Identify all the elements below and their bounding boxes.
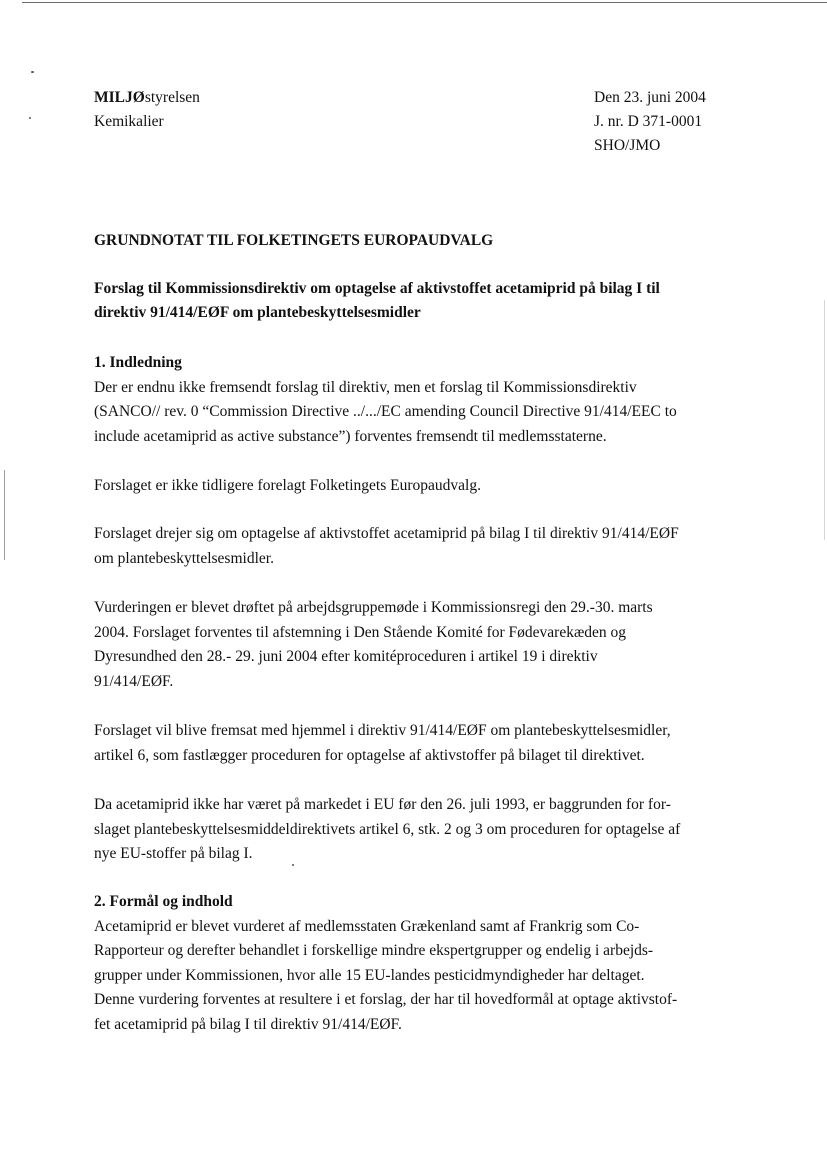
scan-left-edge: [4, 470, 5, 560]
document-subject: [94, 277, 744, 325]
subject-line: Forslag til Kommissionsdirektiv om optagelse af aktivstoffet acetamiprid på bilag I til: [94, 280, 660, 297]
organization-name-bold: MILJØ: [94, 89, 145, 106]
text-line: om plantebeskyttelsesmidler.: [94, 549, 274, 567]
scan-top-edge: [22, 2, 827, 3]
document-date: Den 23. juni 2004: [594, 89, 706, 106]
section-purpose-and-content: [94, 890, 744, 1037]
paragraph: [94, 793, 744, 867]
subject-line: direktiv 91/414/EØF om plantebeskyttelsesmidler: [94, 304, 421, 321]
section-title: 1. Indledning: [94, 354, 182, 371]
text-line: Vurderingen er blevet drøftet på arbejdsgruppemøde i Kommissionsregi den 29.-30. marts: [94, 599, 653, 616]
text-line: artikel 6, som fastlægger proceduren for optagelse af aktivstoffer på bilaget til direktivet.: [94, 746, 645, 764]
text-line: Da acetamiprid ikke har været på markedet i EU før den 26. juli 1993, er baggrunden for for-: [94, 796, 671, 813]
paragraph: [94, 915, 744, 1038]
text-line: include acetamiprid as active substance”) forventes fremsendt til medlemsstaterne.: [94, 427, 607, 445]
document-meta: [594, 86, 706, 158]
section-introduction: [94, 351, 744, 449]
scan-speck: [29, 117, 31, 119]
paragraph: [94, 376, 744, 450]
journal-number: J. nr. D 371-0001: [594, 113, 703, 130]
paragraph: [94, 474, 744, 499]
text-line: Forslaget vil blive fremsat med hjemmel i direktiv 91/414/EØF om plantebeskyttelsesmidler,: [94, 722, 671, 739]
text-line: Acetamiprid er blevet vurderet af medlemsstaten Grækenland samt af Frankrig som Co-: [94, 917, 640, 935]
text-line: Forslaget er ikke tidligere forelagt Folketingets Europaudvalg.: [94, 477, 481, 494]
organization-name: [94, 86, 200, 110]
paragraph: [94, 719, 744, 768]
document-heading: GRUNDNOTAT TIL FOLKETINGETS EUROPAUDVALG: [94, 232, 494, 249]
text-line: Der er endnu ikke fremsendt forslag til direktiv, men et forslag til Kommissionsdirektiv: [94, 378, 637, 396]
text-line: Forslaget drejer sig om optagelse af aktivstoffet acetamiprid på bilag I til direktiv 91/414/EØF: [94, 525, 679, 542]
text-line: 91/414/EØF.: [94, 672, 174, 690]
text-line: 2004. Forslaget forventes til afstemning i Den Stående Komité for Fødevarekæden og: [94, 623, 627, 641]
text-line: slaget plantebeskyttelsesmiddeldirektivets artikel 6, stk. 2 og 3 om proceduren for optagelse af: [94, 820, 681, 838]
text-line: nye EU-stoffer på bilag I.: [94, 845, 253, 862]
section-title: 2. Formål og indhold: [94, 893, 233, 910]
paragraph: [94, 596, 744, 694]
scan-speck: [31, 71, 34, 73]
paragraph: [94, 522, 744, 571]
text-line: Rapporteur og derefter behandlet i forskellige mindre ekspertgrupper og endelig i arbejds-: [94, 942, 654, 959]
organization-name-rest: styrelsen: [144, 89, 200, 106]
letterhead: [94, 86, 200, 134]
department-name: Kemikalier: [94, 113, 164, 130]
text-line: fet acetamiprid på bilag I til direktiv 91/414/EØF.: [94, 1015, 402, 1033]
text-line: Dyresundhed den 28.- 29. juni 2004 efter komitéproceduren i artikel 19 i direktiv: [94, 648, 598, 665]
text-line: (SANCO// rev. 0 “Commission Directive ../.../EC amending Council Directive 91/414/EEC to: [94, 403, 677, 420]
text-line: grupper under Kommissionen, hvor alle 15 EU-landes pesticidmyndigheder har deltaget.: [94, 966, 645, 984]
text-line: Denne vurdering forventes at resultere i et forslag, der har til hovedformål at optage aktivstof-: [94, 991, 678, 1008]
scan-right-edge: [824, 300, 825, 540]
author-initials: SHO/JMO: [594, 137, 661, 154]
